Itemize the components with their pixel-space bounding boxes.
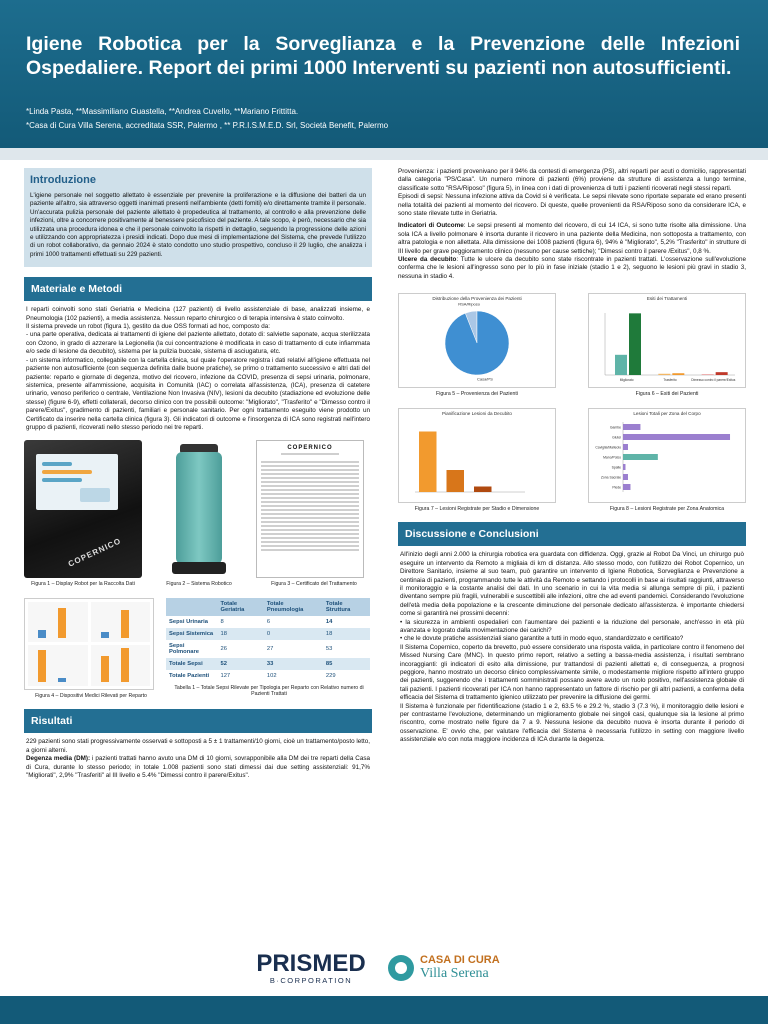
intro-text: L'igiene personale nel soggetto allettato è essenziale per prevenire la proliferazione e la diffusione dei batteri da un paziente all'altro, sia attraverso oggetti inanimati presenti nell'ambiente (detti fomiti) e/o direttamente tramite il personale. Un'accurata pulizia personale del paziente allettato è propedeutica al trattamento, al controllo e alla prevenzione delle infezioni, oltre a concorrere positivamente al benessere psicofisico del paziente. A tale scopo, è però, necessario che sia utilizzata una procedura idonea e che il personale coinvolto la rispetti in dettaglio, seguendo la progressione delle azioni e utilizzando con appropriatezza i presidi indicati. Dopo due mesi di implementazione del Sistema, che prevede l'utilizzo di un robot collaborativo, da gennaio 2024 è stato condotto uno studio prospettivo, concluso il 29 luglio, che analizza i primi 1000 trattamenti effettuati su 229 pazienti.: [30, 192, 366, 258]
table-cell: 85: [323, 658, 370, 670]
robot-display-image: [24, 440, 142, 578]
bar: [615, 355, 627, 375]
bar: [623, 444, 628, 450]
esiti-chart: [589, 301, 745, 385]
results-heading: Risultati: [24, 709, 372, 733]
figure-7: [398, 408, 556, 513]
chart-stadio: [398, 408, 556, 503]
table-cell: 18: [217, 628, 263, 640]
zona-chart: [589, 416, 745, 500]
bar: [702, 375, 714, 376]
authors-affiliation: *Casa di Cura Villa Serena, accreditata SSR, Palermo , ** P.R.I.S.M.E.D. Srl, Società Benefit, Palermo: [26, 121, 389, 130]
header-band: [0, 148, 768, 160]
figure-5: [398, 293, 556, 398]
table-row: [166, 628, 370, 640]
fig1-caption: Figura 1 – Display Robot per la Raccolta Dati: [31, 581, 135, 588]
footer-band: [0, 996, 768, 1024]
right-p1: Provenienza: i pazienti provenivano per il 94% da contesti di emergenza (PS), altri reparti per acuti o domicilio, rappresentati dalla categoria "PS/Casa". Un numero minore di pazienti (6%) proviene da strutture di assistenza a lungo termine, classificate sotto "RSA/Riposo" (figura 5), in linea con i dati di provenienza di tutti i pazienti ricoverati negli stessi reparti.: [398, 168, 746, 192]
fig6-caption: Figura 6 – Esiti dei Pazienti: [635, 391, 699, 398]
results-p1: 229 pazienti sono stati progressivamente osservati e sottoposti a 5 ± 1 trattamenti/10 giorni, cioè un trattamento/posto letto, a giorni alterni.: [26, 738, 370, 754]
right-p2: Episodi di sepsi: Nessuna infezione attiva da Covid si è verificata. Le sepsi rilevate sono riportate separate ed erano presenti nella totalità dei pazienti al momento del ricovero. Di queste, quelle provenienti da RSA/Riposo sono da considerare ICA, e sono state rilevate tutte in Geriatria.: [398, 193, 746, 218]
right-column: [398, 168, 746, 745]
discussion-p3: Il Sistema è funzionale per l'identificazione (stadio 1 e 2, 63.5 % e 29.2 %, stadio 3 (7.3 %), il monitoraggio delle lesioni e per contrastarne l'evoluzione, determinando un miglioramento globale nei singoli casi, qualunque sia la lesione al primo riscontro, come mostrato nelle figure da 7 a 9. Nessuna lesione da decubito nuova è insorta durante il periodo di osservazione. E' ovvio che, per valutare l'efficacia del Sistema è necessaria l'utilizzo in setting con maggiore livello assistenziale e/o con nota maggiore incidenza di ICA durante la degenza.: [400, 702, 744, 744]
right-p3-bold: Indicatori di Outcome: [398, 222, 464, 230]
y-tick-label: Glutei: [612, 435, 621, 440]
table-cell: Sepsi Sistemica: [166, 628, 217, 640]
table-cell: 0: [264, 628, 323, 640]
discussion-p2: Il Sistema Copernico, coperto da brevetto, può essere considerato una risposta valida, in particolare contro il fenomeno del Missed Nursing Care (MNC). In questo primo report, relativo a setting a bassa-media assistenza, i risultati sembrano incoraggianti: gli indicatori di esito alla dimissione, pur trattandosi di pazienti allettati e, di conseguenza, a prognosi peggiore, hanno mostrato un decorso clinico complessivamente simile, o modestamente migliore rispetto all'intero gruppo dei pazienti, suggerendo che i trattamenti somministrati possano avere avuto un ruolo positivo, nell'assistenza globale di tali pazienti. I pazienti ricoverati per ICA non hanno rappresentato un fattore di rischio per gli altri pazienti, a conferma della efficacia del Sistema di trattamento igienico utilizzato per prevenire la diffusione dei germi.: [400, 643, 744, 702]
table-cell: Sepsi Urinaria: [169, 618, 208, 625]
fig7-caption: Figura 7 – Lesioni Registrate per Stadio e Dimensione: [414, 505, 540, 512]
robot-system-image: [168, 440, 230, 578]
results-p2-bold: Degenza media (DM):: [26, 755, 91, 763]
authors-names: *Linda Pasta, **Massimiliano Guastella, **Andrea Cuvello, **Mariano Frittitta.: [26, 107, 299, 116]
casa-name-1: CASA DI CURA: [420, 954, 500, 966]
bar: [716, 372, 728, 375]
table-row: [166, 670, 370, 682]
bar: [447, 470, 465, 492]
table-cell: 18: [323, 628, 370, 640]
casa-logo: [388, 954, 528, 981]
y-tick-label: Caviglia/Malleolo: [595, 445, 621, 450]
charts-row-1: [398, 293, 746, 398]
table-cell: Totale Sepsi: [166, 658, 217, 670]
bar: [623, 474, 628, 480]
table-row: [166, 640, 370, 658]
methods-heading: Materiale e Metodi: [24, 277, 372, 301]
table-cell: 102: [266, 672, 277, 679]
table-cell: 53: [325, 645, 333, 652]
figure-6: [588, 293, 746, 398]
bar: [474, 486, 492, 492]
fig5-caption: Figura 5 – Provenienza dei Pazienti: [436, 391, 518, 398]
results-p2-text: i pazienti trattati hanno avuto una DM di 10 giorni, sovrapponibile alla DM dei tre reparti della Casa di Cura, durante lo stesso periodo; in totale 1.008 pazienti sono stati dimessi dai due setting assistenziali: 91,7% "Migliorati", 2,9% "Trasferiti" al III livello e 5.4% "Dimessi contro il parere/Exitus".: [26, 755, 370, 779]
bar: [623, 464, 625, 470]
stadio-chart: [399, 416, 555, 500]
fig6-title: Esiti dei Trattamenti: [646, 296, 688, 302]
x-tick-label: Trasferito: [663, 378, 677, 383]
discussion-bullet-1: • la sicurezza in ambienti ospedalieri con l'aumentare dei pazienti e la riduzione del personale, anch'esso in età più avanzata e logorato dalla movimentazione dei carichi?: [400, 618, 744, 634]
intro-box: [24, 192, 372, 267]
table-1: [166, 598, 372, 698]
devices-charts: [24, 598, 154, 690]
methods-p3: - una parte operativa, dedicata ai trattamenti di igiene del paziente allettato, dotato di: salviette saponate, acqua sterilizzata con Ozono, in grado di azzerare la Legionella (la cui concentrazione è modificata in caso di trattamento di cute infiammata e/o sede di lesione da decubito), sistema per la pulizia buccale, sistema di asciugatura, etc.: [26, 331, 370, 356]
results-p2: [26, 755, 370, 780]
poster-header: [0, 0, 768, 148]
fig8-caption: Figura 8 – Lesioni Registrate per Zona Anatomica: [609, 505, 725, 512]
methods-p2: Il sistema prevede un robot (figura 1), gestito da due OSS formati ad hoc, composto da:: [26, 323, 270, 331]
poster-title: Igiene Robotica per la Sorveglianza e la Prevenzione delle Infezioni Ospedaliere. Report dei primi 1000 Interventi su pazienti non autosufficienti.: [26, 33, 740, 79]
figure-1: [24, 440, 142, 588]
fig3-caption: Figura 3 – Certificato del Trattamento: [271, 581, 357, 588]
bar: [623, 454, 658, 460]
authors: [26, 105, 740, 133]
table-header-cell: Totale Geriatria: [217, 598, 263, 616]
table-cell: 27: [266, 645, 274, 652]
table-header-cell: Totale Struttura: [323, 598, 370, 616]
table-cell: 14: [325, 618, 333, 625]
fig4-caption: Figura 4 – Dispositivi Medici Rilevati per Reparto: [35, 692, 147, 699]
table-cell: Totale Pazienti: [169, 672, 210, 679]
table-cell: 6: [266, 618, 271, 625]
logos-area: [0, 950, 768, 994]
table-cell: 8: [220, 618, 224, 625]
certificate-image: [256, 440, 364, 578]
robot-screen: [36, 454, 118, 510]
bar: [623, 434, 730, 440]
casa-name-2: Villa Serena: [420, 966, 489, 981]
intro-heading: Introduzione: [24, 168, 372, 192]
right-p3: [398, 222, 746, 256]
charts-row-2: [398, 408, 746, 513]
y-tick-label: Spalle: [611, 465, 621, 470]
bar: [629, 314, 641, 376]
fig8-title: Lesioni Totali per Zona del Corpo: [633, 410, 701, 416]
table-row: [166, 658, 370, 670]
pie-slice: [445, 311, 509, 375]
table-row: [166, 616, 370, 628]
discussion-p1: All'inizio degli anni 2.000 la chirurgia robotica era guardata con diffidenza. Oggi, grazie al Robot Da Vinci, un chirurgo può eseguire un intervento da Remoto a migliaia di km di distanza. Allo stesso modo, con l'utilizzo dei Robot Copernico, un Direttore Sanitario, insieme al suo team, può garantire un intervento di Igiene Robotica, Sorveglianza e Prevenzione a centinaia di pazienti, programmando tutte le attività da Remoto e settando i protocolli in base ai risultati raggiunti, attraverso il monitoraggio e la costante analisi dei dati. In uno scenario in cui la vita media si allunga sempre di più, i pazienti diventano sempre più fragili, vulnerabili e suscettibili alle infezioni, oltre che ad eventi pandemici. Considerando l'evoluzione dell'età media della popolazione e la crescente diminuzione del personale dedicato all'assistenza. è importante chiedersi come si garantirà nei prossimi decenni:: [400, 551, 744, 618]
right-p3-text: : Le sepsi presenti al momento del ricovero, di cui 14 ICA, si sono tutte risolte alla dimissione. Una sola ICA a livello polmonare è insorta durante il ricovero in una paziente della Medicina, non sottoposta a trattamento, con altra patologia e non allettata. Alla dimissione dei 1008 pazienti (figura 6), 94% è "Migliorato", 5,2% "Trasferito" in strutture di III livello per grave peggioramento clinico (nessuno per cause settiche); "Dimessi contro il parere /Exitus", 0,8 %.: [398, 222, 746, 255]
prismed-sub: B·CORPORATION: [269, 976, 353, 985]
prismed-logo: [246, 950, 376, 985]
cert-title: COPERNICO: [287, 445, 333, 452]
fig7-title: Pianificazione Lesioni da Decubito: [442, 410, 512, 416]
figure-8: [588, 408, 746, 513]
methods-p1: I reparti coinvolti sono stati Geriatria e Medicina (127 pazienti) di livello assistenziale di base, analizzati insieme, e Pneumologia (102 pazienti), a media assistenza. Nessun reparto chirurgico o di terapia intensiva è stato coinvolto.: [26, 306, 370, 322]
table-cell: 229: [325, 672, 336, 679]
pie-chart: [399, 301, 555, 385]
sepsi-table: [166, 598, 370, 682]
right-p4: [398, 256, 746, 281]
table-cell: 33: [264, 658, 323, 670]
figures-row-1: [24, 440, 372, 588]
table-cell: 26: [220, 645, 227, 652]
pie-label: RSA/Riposo: [458, 301, 481, 307]
left-column: [24, 168, 372, 780]
discussion-heading: Discussione e Conclusioni: [398, 522, 746, 546]
right-p4-text: : Tutte le ulcere da decubito sono state riscontrate in pazienti trattati. L'osservazione sull'evoluzione conferma che le lesioni all'ingresso sono per lo più in fase iniziale (stadio 1 e 2), seguono le lesioni più gravi in stadio 3, nessuna in stadio 4.: [398, 256, 746, 280]
robot-logo-text: COPERNICO: [66, 536, 123, 570]
fig5-title: Distribuzione della Provenienza dei Pazienti: [432, 296, 522, 302]
chart-esiti: [588, 293, 746, 388]
chart-provenienza: [398, 293, 556, 388]
table-header-cell: Totale Pneumologia: [264, 598, 323, 616]
bar: [623, 484, 630, 490]
y-tick-label: Gambe: [609, 425, 621, 430]
discussion-bullet-2: • che le dovute pratiche assistenziali siano garantite a tutti in modo equo, standardizzato e certificato?: [400, 635, 684, 643]
x-tick-label: Dimesso contro il parere/Exitus: [691, 378, 736, 383]
prismed-name: PRISMED: [256, 950, 366, 977]
bar: [623, 424, 640, 430]
table-cell: 127: [220, 672, 231, 679]
pie-label: Casa/PS: [476, 376, 493, 382]
bar: [672, 374, 684, 376]
chart-zona: [588, 408, 746, 503]
bar: [658, 374, 670, 375]
x-tick-label: Migliorato: [619, 378, 634, 383]
bar: [419, 431, 437, 492]
figure-3: [256, 440, 372, 588]
methods-p4: - un sistema informatico, collegabile con la cartella clinica, sul quale l'operatore registra i dati relativi all'igiene effettuata nel paziente non autosufficiente (con sequenza definita dalle buone pratiche), se primo o trattamento successivo e altri dati del paziente: reparto e giornate di degenza, motivo del ricovero, infezione da COVID, presenza di sepsi urinaria, polmonare, sistemica, presente all'ammissione, acquisita in Comunità (IAC) o correlata all'assistenza, (ICA), presenza di catetere urinario, venoso periferico o centrale, Ventilazione Non Invasiva (NIV), lesioni da decubito (stadiazione ed evoluzione delle stesse) (figure 6-9), effetti collaterali, decorso clinico con tre possibili outcome: "Migliorato", "Trasferito" e "Dimesso contro il parere/Exitus", gradimento di pazienti, familiari e personale sanitario. Per ogni trattamento eseguito viene prodotto un Certificato da inserire nella cartella clinica (figura 3). Gli indicatori di outcome e l'insorgenza di ICA sono registrati nell'intero gruppo di pazienti, ricoverati nello stesso periodo nei tre reparti.: [26, 356, 370, 431]
y-tick-label: Zona Sacrale: [600, 475, 621, 480]
y-tick-label: Piede: [612, 485, 621, 490]
y-tick-label: Mano/Polso: [603, 455, 621, 460]
table1-caption: Tabella 1 – Totale Sepsi Rilevate per Tipologia per Reparto con Relativo numero di Pazienti Trattati: [174, 684, 364, 698]
table-header-cell: [166, 598, 217, 616]
table-cell: 52: [217, 658, 263, 670]
fig2-caption: Figura 2 – Sistema Robotico: [166, 581, 232, 588]
right-p4-bold: Ulcere da decubito: [398, 256, 457, 264]
figure-4: [24, 598, 158, 700]
table-cell: Sepsi Polmonare: [169, 642, 199, 655]
figures-row-2: [24, 598, 372, 700]
figure-2: [154, 440, 244, 588]
casa-emblem-icon: [388, 955, 414, 981]
